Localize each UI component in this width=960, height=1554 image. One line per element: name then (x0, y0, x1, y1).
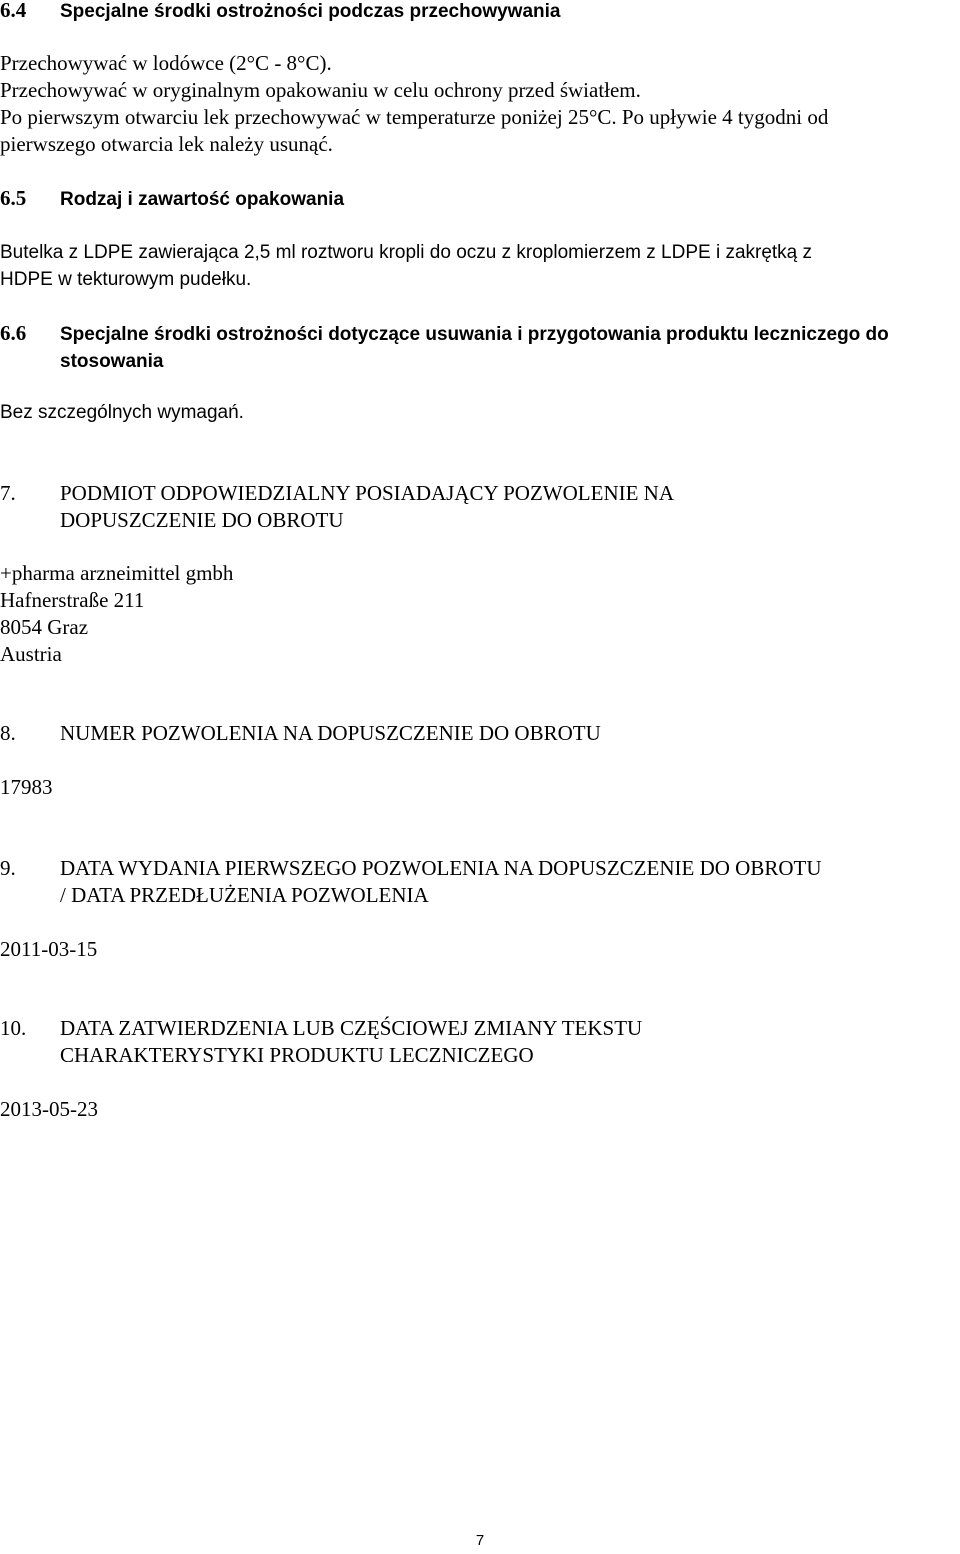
section-number: 10. (0, 1016, 27, 1040)
section-number: 6.5 (0, 186, 27, 210)
address-line: Austria (0, 642, 62, 666)
section-9-heading-line2 (0, 882, 960, 909)
section-title: Specjalne środki ostrożności podczas przechowywania (60, 1, 561, 22)
section-7-heading (0, 480, 960, 507)
section-9-heading (0, 855, 960, 882)
section-6-6-heading-line2 (0, 347, 960, 375)
section-number: 6.4 (0, 0, 27, 22)
section-title-continued: stosowania (60, 351, 164, 372)
authorization-number: 17983 (0, 775, 53, 799)
section-6-4-line: Po pierwszym otwarciu lek przechowywać w temperaturze poniżej 25°C. Po upływie 4 tygodni od (0, 105, 829, 129)
section-6-4-line: Przechowywać w oryginalnym opakowaniu w celu ochrony przed światłem. (0, 78, 641, 102)
text-revision-date: 2013-05-23 (0, 1097, 98, 1121)
section-title: DATA ZATWIERDZENIA LUB CZĘŚCIOWEJ ZMIANY TEKSTU (60, 1016, 643, 1040)
page-number: 7 (475, 1532, 485, 1549)
section-number: 9. (0, 856, 16, 880)
section-10-heading-line2 (0, 1042, 960, 1069)
section-title-continued: DOPUSZCZENIE DO OBROTU (60, 508, 344, 532)
address-line: 8054 Graz (0, 615, 89, 639)
section-8-heading (0, 720, 960, 747)
section-title-continued: / DATA PRZEDŁUŻENIA POZWOLENIA (60, 883, 429, 907)
address-line: +pharma arzneimittel gmbh (0, 561, 234, 585)
section-6-6-body: Bez szczególnych wymagań. (0, 402, 244, 423)
section-number: 6.6 (0, 321, 27, 345)
first-authorization-date: 2011-03-15 (0, 937, 98, 961)
section-title: Rodzaj i zawartość opakowania (60, 189, 345, 210)
section-7-heading-line2 (0, 507, 960, 534)
section-10-heading (0, 1015, 960, 1042)
section-6-4-line: Przechowywać w lodówce (2°C - 8°C). (0, 51, 332, 75)
section-title-continued: CHARAKTERYSTYKI PRODUKTU LECZNICZEGO (60, 1043, 534, 1067)
section-title: DATA WYDANIA PIERWSZEGO POZWOLENIA NA DOPUSZCZENIE DO OBROTU (60, 856, 822, 880)
section-title: Specjalne środki ostrożności dotyczące usuwania i przygotowania produktu leczniczego do (60, 324, 889, 345)
section-6-5-line: Butelka z LDPE zawierająca 2,5 ml roztworu kropli do oczu z kroplomierzem z LDPE i zakrętką z (0, 242, 813, 263)
section-number: 8. (0, 721, 16, 745)
section-6-5-line: HDPE w tekturowym pudełku. (0, 269, 252, 290)
section-title: PODMIOT ODPOWIEDZIALNY POSIADAJĄCY POZWOLENIE NA (60, 481, 675, 505)
section-6-5-heading (0, 185, 960, 213)
section-6-4-heading (0, 0, 960, 25)
address-line: Hafnerstraße 211 (0, 588, 145, 612)
section-6-6-heading (0, 320, 960, 348)
section-6-4-line: pierwszego otwarcia lek należy usunąć. (0, 132, 333, 156)
section-title: NUMER POZWOLENIA NA DOPUSZCZENIE DO OBROTU (60, 721, 601, 745)
section-number: 7. (0, 481, 16, 505)
